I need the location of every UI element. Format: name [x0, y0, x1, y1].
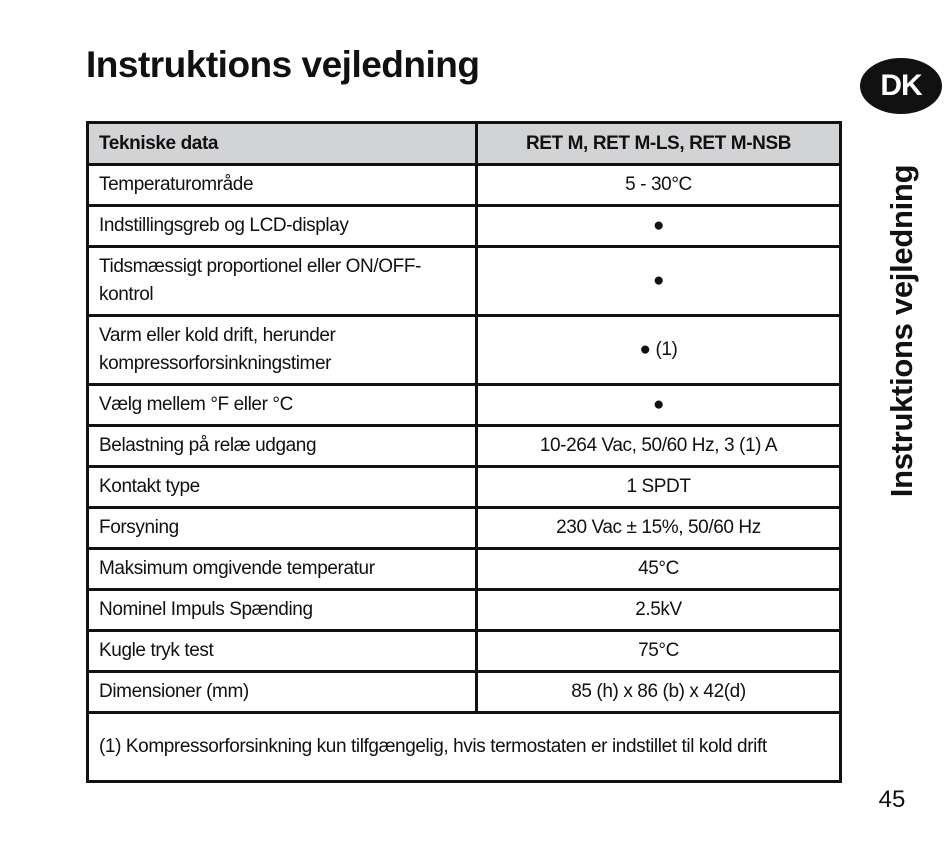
row-value: 85 (h) x 86 (b) x 42(d) — [477, 672, 841, 713]
table-row — [88, 508, 841, 549]
row-value: 230 Vac ± 15%, 50/60 Hz — [477, 508, 841, 549]
row-value: 45°C — [477, 549, 841, 590]
table-row — [88, 549, 841, 590]
row-label: Kugle tryk test — [88, 631, 477, 672]
row-label: Varm eller kold drift, herunder kompressorforsinkningstimer — [88, 316, 477, 385]
page-title: Instruktions vejledning — [86, 44, 480, 85]
row-value: 2.5kV — [477, 590, 841, 631]
row-label: Belastning på relæ udgang — [88, 426, 477, 467]
table-header-row — [88, 123, 841, 165]
table-row — [88, 206, 841, 247]
table-row — [88, 467, 841, 508]
table-row — [88, 316, 841, 385]
row-label: Maksimum omgivende temperatur — [88, 549, 477, 590]
table-row — [88, 590, 841, 631]
table-footnote-row — [88, 713, 841, 782]
table-row — [88, 385, 841, 426]
row-value: ● — [477, 247, 841, 316]
header-label: Tekniske data — [88, 123, 477, 165]
spec-table — [86, 121, 842, 783]
row-value: 5 - 30°C — [477, 165, 841, 206]
row-value: ● — [477, 385, 841, 426]
table-row — [88, 165, 841, 206]
row-label: Dimensioner (mm) — [88, 672, 477, 713]
row-value: ● (1) — [477, 316, 841, 385]
header-value: RET M, RET M-LS, RET M-NSB — [477, 123, 841, 165]
row-value: ● — [477, 206, 841, 247]
row-label: Kontakt type — [88, 467, 477, 508]
row-value: 10-264 Vac, 50/60 Hz, 3 (1) A — [477, 426, 841, 467]
table-row — [88, 631, 841, 672]
row-label: Forsyning — [88, 508, 477, 549]
row-label: Vælg mellem °F eller °C — [88, 385, 477, 426]
side-title: Instruktions vejledning — [884, 164, 919, 498]
table-footnote: (1) Kompressorforsinkning kun tilfgængelig, hvis termostaten er indstillet til kold drift — [88, 713, 841, 782]
row-label: Indstillingsgreb og LCD-display — [88, 206, 477, 247]
row-value: 1 SPDT — [477, 467, 841, 508]
page-number: 45 — [878, 786, 906, 813]
row-label: Tidsmæssigt proportionel eller ON/OFF-kontrol — [88, 247, 477, 316]
row-label: Nominel Impuls Spænding — [88, 590, 477, 631]
table-row — [88, 426, 841, 467]
table-row — [88, 672, 841, 713]
table-row — [88, 247, 841, 316]
row-value: 75°C — [477, 631, 841, 672]
language-badge: DK — [860, 58, 942, 114]
row-label: Temperaturområde — [88, 165, 477, 206]
